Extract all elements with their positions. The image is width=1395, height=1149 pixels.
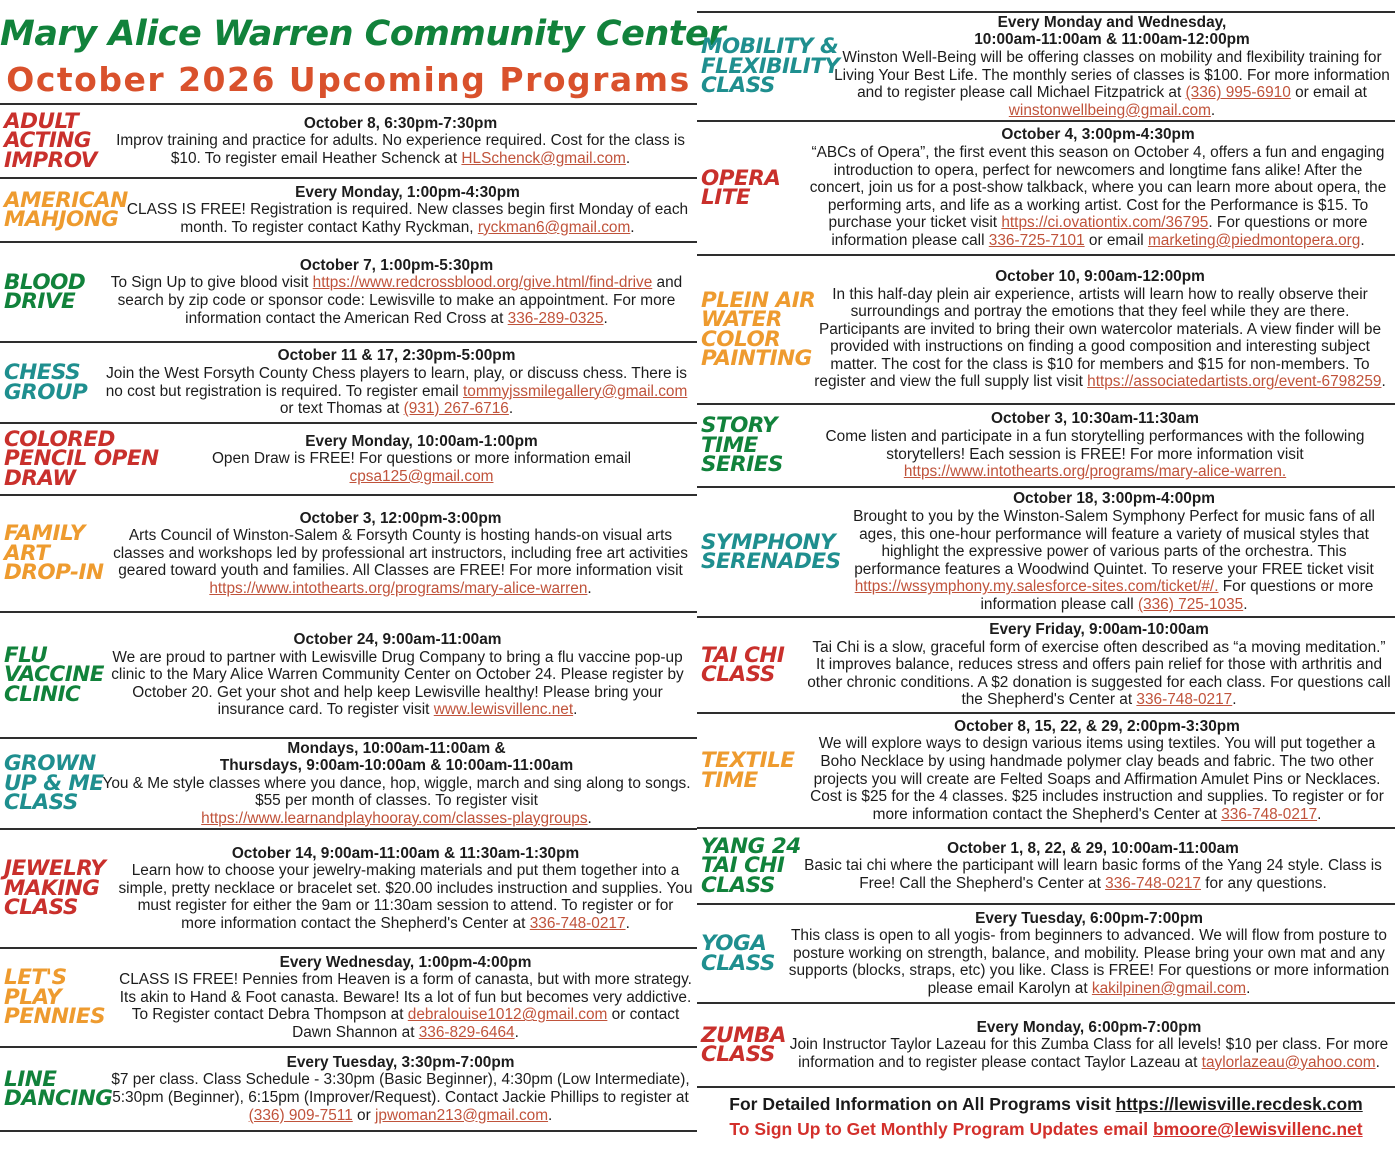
program-title-line: CLASS	[701, 1042, 775, 1067]
program-title-line: UP & ME	[4, 770, 104, 796]
program-title-line: AMERICAN	[4, 187, 128, 213]
program-description: Improv training and practice for adults. No experience required. Cost for the class is $10. To register email Heather Schenck at	[116, 132, 685, 167]
program-title-line: TIME	[701, 767, 758, 793]
program-schedule: October 14, 9:00am-11:00am & 11:30am-1:30pm	[231, 844, 580, 862]
program-title-line: COLOR	[701, 326, 781, 352]
program-title-line: LINE	[4, 1066, 57, 1092]
program-contact-link[interactable]: https://ci.ovationtix.com/36795	[1001, 214, 1209, 232]
program-description: .	[1246, 979, 1251, 997]
program-title	[0, 751, 104, 816]
program-row-let-s-play-pennies	[0, 947, 697, 1046]
program-description: Join the West Forsyth County Chess players to learn, play, or discuss chess. There is no cost but registration is required. To register email	[105, 364, 687, 400]
program-description: or email at	[1290, 84, 1367, 102]
program-title	[0, 642, 104, 707]
program-row-flu-vaccine-clinic	[0, 611, 697, 737]
program-title	[697, 413, 799, 478]
program-schedule: Every Friday, 9:00am-10:00am	[989, 621, 1209, 639]
program-schedule: October 1, 8, 22, & 29, 10:00am-11:00am	[947, 839, 1239, 857]
program-title	[697, 642, 807, 687]
program-description: or text Thomas at	[279, 400, 404, 418]
program-title-line: FLEXIBILITY	[701, 53, 840, 79]
program-title-line: CLASS	[4, 895, 78, 921]
program-description: .	[1317, 805, 1322, 823]
program-row-textile-time	[697, 712, 1395, 827]
program-row-chess-group	[0, 341, 697, 422]
program-description: .	[630, 218, 635, 236]
program-title	[0, 360, 100, 405]
program-contact-link[interactable]: ryckman6@gmail.com	[477, 218, 631, 236]
program-description: $7 per class. Class Schedule - 3:30pm (Basic Beginner), 4:30pm (Low Intermediate), 5:30pm (Beginner), 6:15pm (Improver/Request). Contact Jackie Phillips to register at	[111, 1071, 690, 1106]
program-description: .	[514, 1023, 519, 1041]
program-schedule: October 3, 10:30am-11:30am	[991, 410, 1199, 428]
program-schedule: Mondays, 10:00am-11:00am &	[287, 739, 506, 757]
program-description: or email	[1084, 231, 1148, 249]
program-title-line: PENNIES	[4, 1004, 106, 1030]
program-schedule: October 24, 9:00am-11:00am	[293, 631, 502, 649]
program-description: . For questions or more information please call	[831, 214, 1368, 249]
program-description: Winston Well-Being will be offering classes on mobility and flexibility training for Living Your Best Life. The monthly series of classes is $100. For more information and to register please call Michael Fitzpatrick at	[834, 48, 1390, 102]
program-title-line: STORY	[701, 413, 778, 439]
program-row-grown-up-me-class	[0, 737, 697, 828]
program-details	[805, 126, 1395, 249]
program-title-line: BLOOD	[4, 269, 86, 295]
program-title-line: TEXTILE	[701, 748, 795, 773]
program-title-line: GROUP	[4, 379, 88, 405]
footer-line-2-text: To Sign Up to Get Monthly Program Updates email	[729, 1119, 1153, 1139]
program-title-line: TAI CHI	[701, 853, 785, 879]
footer-line-1	[697, 1094, 1395, 1115]
program-title	[697, 165, 805, 210]
footer-line-1-text: For Detailed Information on All Programs visit	[729, 1094, 1116, 1114]
program-description: CLASS IS FREE! Pennies from Heaven is a form of canasta, but with more strategy. Its akin to Hand & Foot canasta. Beware! Its a lot of fun but becomes very addictive. To Register contact Debra Thompson at	[119, 971, 692, 1024]
program-title	[697, 748, 803, 793]
program-row-yoga-class	[697, 903, 1395, 1002]
program-row-opera-lite	[697, 120, 1395, 254]
program-title-line: FAMILY	[4, 521, 85, 547]
program-schedule: October 8, 15, 22, & 29, 2:00pm-3:30pm	[954, 717, 1240, 735]
program-title-line: CHESS	[4, 360, 81, 385]
program-row-jewelry-making-class	[0, 828, 697, 947]
program-description: You & Me style classes where you dance, hop, wiggle, march and sing along to songs. $55 per month of classes. To register visit	[102, 774, 691, 810]
program-description: This class is open to all yogis- from beginners to advanced. We will flow from posture to posture working on strength, balance, and mobility. Please bring your own mat and any supports (blocks, straps, etc) you like. Class is FREE! For questions or more information please email Karolyn at	[788, 927, 1390, 997]
program-title	[0, 856, 118, 921]
program-schedule: Every Tuesday, 6:00pm-7:00pm	[975, 909, 1203, 927]
program-description: We are proud to partner with Lewisville Drug Company to bring a flu vaccine pop-up clinic to the Mary Alice Warren Community Center on October 24. Please register by October 20. Get your shot and help keep Lewisville healthy! Please bring your insurance card. To register visit	[111, 648, 684, 719]
program-description: .	[625, 914, 630, 932]
program-row-symphony-serenades	[697, 486, 1395, 616]
program-contact-link[interactable]: 336-289-0325	[507, 309, 604, 327]
program-schedule: Every Monday, 10:00am-1:00pm	[305, 432, 538, 450]
program-title-line: FLU	[4, 642, 48, 668]
program-contact-link[interactable]: (336) 909-7511	[248, 1106, 353, 1124]
program-details	[799, 410, 1395, 480]
program-schedule: Every Tuesday, 3:30pm-7:00pm	[286, 1053, 515, 1071]
program-description: .	[1232, 691, 1237, 709]
program-contact-link[interactable]: (931) 267-6716	[403, 400, 509, 418]
program-schedule: October 7, 1:00pm-5:30pm	[299, 256, 494, 274]
program-contact-link[interactable]: 336-829-6464	[418, 1023, 515, 1041]
program-title	[697, 287, 816, 371]
program-row-family-art-drop-in	[0, 494, 697, 611]
program-title-line: TAI CHI	[701, 642, 785, 668]
program-description: Arts Council of Winston-Salem & Forsyth County is hosting hands-on visual arts classes and workshops led by professional art instructors, including free art activities geared toward youth and families. All Classes are FREE! For more information visit	[113, 527, 688, 580]
program-title-line: JEWELRY	[4, 856, 106, 882]
program-title-line: ACTING	[4, 128, 92, 154]
program-title-line: DRAW	[4, 465, 76, 491]
program-contact-link[interactable]: HLSchenck@gmail.com	[461, 149, 626, 167]
program-description: .	[587, 809, 592, 827]
program-title-line: CLASS	[701, 662, 775, 687]
program-description: .	[1210, 101, 1216, 119]
program-description: To Sign Up to give blood visit	[110, 274, 313, 292]
program-details	[150, 433, 697, 486]
program-schedule: October 4, 3:00pm-4:30pm	[1001, 126, 1195, 144]
program-details	[108, 510, 697, 598]
program-title-line: DANCING	[4, 1086, 113, 1111]
program-contact-link[interactable]: 336-725-7101	[988, 231, 1085, 249]
program-description: Open Draw is FREE! For questions or more information email	[211, 450, 632, 468]
program-schedule: Every Monday, 1:00pm-4:30pm	[295, 183, 520, 201]
program-details	[118, 845, 697, 933]
program-contact-link[interactable]: tommyjssmilegallery@gmail.com	[463, 382, 688, 400]
program-title-line: YOGA	[701, 931, 767, 956]
program-title-line: COLORED	[4, 426, 115, 452]
program-title-line: OPERA	[701, 165, 781, 191]
program-title-line: CLASS	[701, 872, 775, 898]
program-contact-link[interactable]: https://www.learnandplayhooray.com/classes-playgroups	[201, 809, 588, 827]
program-details	[118, 954, 697, 1042]
program-title	[697, 1022, 787, 1067]
program-title-line: GROWN	[4, 751, 96, 777]
program-title-line: PENCIL OPEN	[4, 446, 159, 472]
page-subtitle: October 2026 Upcoming Programs	[6, 60, 691, 99]
program-details	[108, 1054, 697, 1124]
program-details	[807, 621, 1395, 709]
program-details	[787, 1019, 1395, 1072]
program-contact-link[interactable]: debralouise1012@gmail.com	[407, 1006, 608, 1024]
program-title-line: TIME	[701, 432, 758, 458]
program-contact-link[interactable]: taylorlazeau@yahoo.com	[1201, 1053, 1376, 1071]
program-description: Brought to you by the Winston-Salem Symphony Perfect for music fans of all ages, this one-hour performance will feature a variety of musical styles that highlight the expressive power of various parts of the orchestra. This performance features a Woodwind Quintet. To reserve your FREE ticket visit	[853, 508, 1375, 578]
program-description: for any questions.	[1201, 874, 1327, 892]
program-contact-link[interactable]: cpsa125@gmail.com	[349, 467, 494, 485]
program-description: Tai Chi is a slow, graceful form of exercise often described as “a moving meditation.” It improves balance, reduces stress and offers pain relief for those with arthritis and other chronic conditions. A $2 donation is suggested for each class. For questions call the Shepherd's Center at	[807, 638, 1391, 709]
program-title	[0, 426, 159, 491]
program-schedule: 10:00am-11:00am & 11:00am-12:00pm	[974, 31, 1250, 49]
program-description: .	[1375, 1053, 1380, 1071]
program-row-blood-drive	[0, 241, 697, 341]
program-details	[837, 490, 1395, 613]
program-details	[100, 257, 697, 327]
program-details	[100, 740, 697, 828]
program-contact-link[interactable]: 336-748-0217	[1105, 874, 1201, 892]
program-contact-link[interactable]: https://associatedartists.org/event-6798259	[1087, 373, 1382, 391]
program-details	[795, 840, 1395, 893]
program-contact-link[interactable]: (336) 995-6910	[1185, 84, 1291, 102]
program-title-line: DRIVE	[4, 289, 76, 314]
program-title-line: CLASS	[4, 790, 78, 816]
program-description: Basic tai chi where the participant will learn basic forms of the Yang 24 style. Class is Free! Call the Shepherd's Center at	[804, 857, 1382, 892]
program-row-yang-24-tai-chi-class	[697, 827, 1395, 903]
program-description: or	[352, 1106, 376, 1124]
newsletter-email-link[interactable]: bmoore@lewisvillenc.net	[1152, 1119, 1363, 1139]
program-title	[0, 269, 100, 314]
program-contact-link[interactable]: https://www.redcrossblood.org/give.html/find-drive	[312, 274, 653, 292]
program-schedule: October 8, 6:30pm-7:30pm	[303, 114, 498, 132]
program-contact-link[interactable]: jpwoman213@gmail.com	[375, 1106, 549, 1124]
program-contact-link[interactable]: 336-748-0217	[1136, 691, 1233, 709]
program-row-american-mahjong	[0, 177, 697, 241]
program-title	[697, 34, 840, 99]
program-description: CLASS IS FREE! Registration is required. New classes begin first Monday of each month. To register contact Kathy Ryckman,	[126, 201, 689, 236]
program-title-line: WATER	[701, 307, 782, 332]
program-description: .	[548, 1106, 553, 1124]
program-title	[697, 931, 787, 976]
program-title	[0, 1066, 113, 1111]
program-description: .	[1360, 231, 1365, 249]
program-title-line: CLASS	[701, 950, 775, 976]
program-title-line: ZUMBA	[701, 1022, 786, 1048]
program-title-line: MOBILITY &	[701, 34, 839, 60]
program-title	[697, 529, 841, 574]
program-title-line: MAHJONG	[4, 207, 119, 232]
program-contact-link[interactable]: kakilpinen@gmail.com	[1091, 979, 1247, 997]
program-description: .	[603, 309, 608, 327]
program-description: .	[625, 149, 631, 167]
program-description: or contact Dawn Shannon at	[292, 1006, 680, 1041]
program-schedule: October 10, 9:00am-12:00pm	[995, 267, 1205, 285]
program-schedule: October 11 & 17, 2:30pm-5:00pm	[277, 347, 516, 365]
program-title-line: LET'S	[4, 965, 67, 991]
program-row-story-time-series	[697, 403, 1395, 486]
program-schedule: Every Wednesday, 1:00pm-4:00pm	[279, 953, 532, 971]
program-row-colored-pencil-open-draw	[0, 422, 697, 494]
program-contact-link[interactable]: 336-748-0217	[529, 914, 626, 932]
program-description: .	[1243, 595, 1248, 613]
program-contact-link[interactable]: 336-748-0217	[1221, 805, 1318, 823]
program-details	[803, 718, 1395, 824]
program-schedule: Thursdays, 9:00am-10:00am & 10:00am-11:00am	[219, 757, 574, 775]
program-contact-link[interactable]: www.lewisvillenc.net	[433, 701, 574, 719]
program-description: .	[587, 579, 592, 597]
footer-line-2	[697, 1119, 1395, 1140]
program-title	[0, 965, 118, 1030]
program-contact-link[interactable]: https://www.intothearts.org/programs/mary-alice-warren.	[903, 463, 1287, 481]
program-description: Join Instructor Taylor Lazeau for this Zumba Class for all levels! $10 per class. For more information and to register please contact Taylor Lazeau at	[789, 1036, 1389, 1071]
program-details	[102, 631, 697, 719]
program-description: “ABCs of Opera”, the first event this season on October 4, offers a fun and engaging introduction to opera, perfect for newcomers and longtime fans alike! After the concert, join us for a post-show talkback, where you can learn more about opera, the performing arts, and life as a working artist. Cost for the Performance is $15. To purchase your ticket visit	[809, 144, 1387, 232]
program-row-plein-air-water-color-painting	[697, 254, 1395, 403]
program-title	[0, 187, 128, 232]
recdesk-link[interactable]: https://lewisville.recdesk.com	[1115, 1094, 1363, 1114]
program-title	[0, 108, 108, 173]
program-title-line: CLASS	[701, 73, 775, 99]
program-title-line: VACCINE	[4, 662, 104, 688]
program-row-line-dancing	[0, 1046, 697, 1132]
program-title	[0, 521, 108, 586]
program-title-line: YANG 24	[701, 833, 801, 859]
program-row-tai-chi-class	[697, 616, 1395, 712]
program-description: We will explore ways to design various items using textiles. You will put together a Boho Necklace by using handmade polymer clay beads and fabric. The two other projects you will create are Felted Soaps and Affirmation Amulet Pins or Necklaces. Cost is $25 for the 4 classes. $25 includes instruction and supplies. To register or for more information contact the Shepherd's Center at	[810, 735, 1384, 823]
program-contact-link[interactable]: marketing@piedmontopera.org	[1147, 231, 1361, 249]
program-contact-link[interactable]: https://wssymphony.my.salesforce-sites.com/ticket/#/.	[854, 578, 1219, 596]
program-details	[809, 268, 1395, 391]
program-contact-link[interactable]: https://www.intothearts.org/programs/mary-alice-warren	[209, 579, 588, 597]
program-description: In this half-day plein air experience, artists will learn how to really observe their surroundings and portray the emotions that they feel while they are there. Participants are invited to bring their own watercolor materials. A view finder will be provided with instructions on finding a good composition and interesting subject matter. The cost for the class is $10 for members and $15 for non-members. To register and view the full supply list visit	[814, 285, 1381, 391]
program-title-line: LITE	[701, 185, 751, 210]
program-title-line: ADULT	[4, 108, 79, 134]
program-description: .	[508, 400, 514, 418]
program-schedule: October 3, 12:00pm-3:00pm	[299, 509, 502, 527]
program-details	[100, 347, 697, 417]
program-title-line: SERIES	[701, 452, 783, 478]
program-contact-link[interactable]: (336) 725-1035	[1137, 595, 1244, 613]
program-title-line: SYMPHONY	[701, 529, 836, 555]
program-row-mobility-flexibility-class	[697, 11, 1395, 120]
program-description: Come listen and participate in a fun storytelling performances with the following storytellers! Each session is FREE! For more information visit	[825, 427, 1365, 463]
program-title-line: MAKING	[4, 875, 100, 901]
program-row-zumba-class	[697, 1002, 1395, 1088]
program-title-line: PLEIN AIR	[701, 287, 816, 313]
program-description: .	[1381, 373, 1386, 391]
program-details	[122, 184, 697, 237]
program-details	[787, 910, 1395, 998]
program-description: .	[573, 701, 578, 719]
program-title-line: PAINTING	[701, 346, 812, 371]
program-schedule: October 18, 3:00pm-4:00pm	[1013, 490, 1215, 508]
program-description: Learn how to choose your jewelry-making materials and put them together into a simple, pretty necklace or bracelet set. $20.00 includes instruction and supplies. You must register for either the 9am or 11:30am session to attend. To register or for more information contact the Shepherd's Center at	[118, 862, 693, 932]
program-description: For questions or more information please call	[980, 578, 1374, 613]
program-description: and search by zip code or sponsor code: Lewisville to make an appointment. For more information contact the American Red Cross at	[117, 274, 683, 327]
program-schedule: Every Monday, 6:00pm-7:00pm	[976, 1018, 1202, 1036]
program-details	[833, 14, 1395, 120]
program-schedule: Every Monday and Wednesday,	[997, 13, 1227, 31]
page-title: Mary Alice Warren Community Center	[0, 14, 725, 54]
program-title-line: CLINIC	[4, 681, 81, 707]
program-title-line: PLAY	[4, 984, 62, 1010]
program-details	[108, 115, 697, 168]
program-title-line: DROP-IN	[4, 560, 104, 586]
program-title-line: SERENADES	[701, 549, 841, 574]
program-row-adult-acting-improv	[0, 103, 697, 177]
program-contact-link[interactable]: winstonwellbeing@gmail.com	[1008, 101, 1211, 119]
program-title-line: ART	[4, 540, 50, 566]
program-title-line: IMPROV	[4, 147, 97, 173]
program-title	[697, 833, 801, 898]
